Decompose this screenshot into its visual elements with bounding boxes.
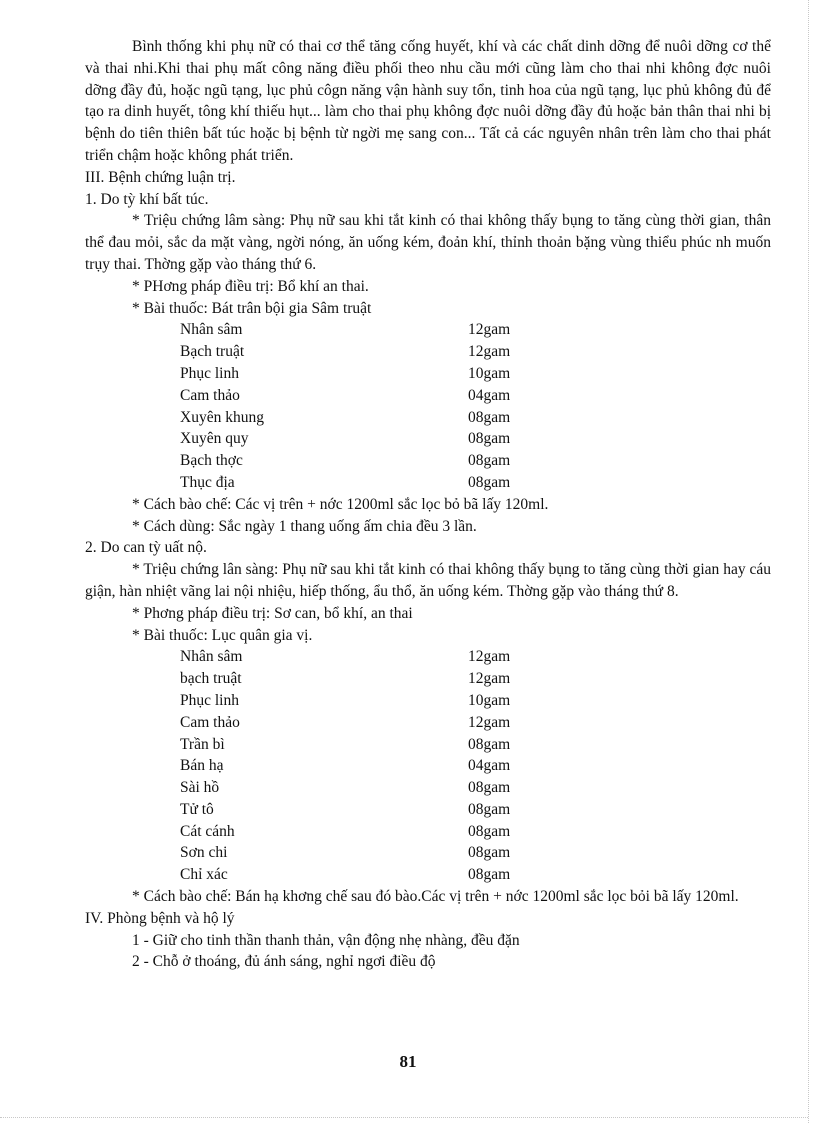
ingredient-name: Phục linh xyxy=(180,691,239,709)
ingredient-row xyxy=(85,450,771,472)
ingredient-row xyxy=(85,821,771,843)
section-4-heading: IV. Phòng bệnh và hộ lý xyxy=(85,909,235,927)
ingredient-dose: 12gam xyxy=(468,321,511,339)
ingredient-dose: 04gam xyxy=(468,757,511,775)
ingredient-row xyxy=(85,646,771,668)
case-1-usage: * Cách dùng: Sắc ngày 1 thang uống ấm chia đều 3 lần. xyxy=(132,517,477,535)
ingredient-dose: 12gam xyxy=(468,648,511,666)
ingredient-name: Xuyên quy xyxy=(180,430,249,448)
ingredient-name: Bạch thợc xyxy=(180,452,243,470)
page-edge-bottom xyxy=(0,1117,808,1118)
case-2-ingredient-list xyxy=(85,646,771,886)
ingredient-dose: 12gam xyxy=(468,670,511,688)
ingredient-row xyxy=(85,668,771,690)
ingredient-name: Trần bì xyxy=(180,735,225,753)
ingredient-name: Bạch truật xyxy=(180,343,245,361)
ingredient-dose: 08gam xyxy=(468,779,511,797)
ingredient-name: Sài hồ xyxy=(180,779,220,797)
ingredient-dose: 08gam xyxy=(468,866,511,884)
section-3-heading: III. Bệnh chứng luận trị. xyxy=(85,168,236,186)
ingredient-name: bạch truật xyxy=(180,670,242,688)
ingredient-dose: 08gam xyxy=(468,452,511,470)
case-1-preparation: * Cách bào chế: Các vị trên + nớc 1200ml sắc lọc bỏ bã lấy 120ml. xyxy=(132,495,549,513)
ingredient-dose: 08gam xyxy=(468,408,511,426)
ingredient-dose: 12gam xyxy=(468,343,511,361)
case-1-symptoms: * Triệu chứng lâm sàng: Phụ nữ sau khi tắt kinh có thai không thấy bụng to tăng cùng thời gian, thân thể đau mỏi, sắc da mặt vàng, ngời nóng, ăn uống kém, đoản khí, thỉnh thoản bặng vùng thiểu phúc nh muốn trụy thai. Thờng gặp vào tháng thứ 6. xyxy=(85,212,771,273)
prevention-item-1: 1 - Giữ cho tinh thần thanh thản, vận động nhẹ nhàng, đều đặn xyxy=(132,931,520,949)
prevention-item-2: 2 - Chỗ ở thoáng, đủ ánh sáng, nghỉ ngơi điều độ xyxy=(132,953,436,971)
ingredient-dose: 04gam xyxy=(468,386,511,404)
ingredient-dose: 08gam xyxy=(468,800,511,818)
ingredient-row xyxy=(85,341,771,363)
case-2-treatment-method: * Phơng pháp điều trị: Sơ can, bổ khí, an thai xyxy=(132,604,413,622)
ingredient-name: Thục địa xyxy=(180,473,235,491)
ingredient-dose: 08gam xyxy=(468,473,511,491)
ingredient-dose: 08gam xyxy=(468,844,511,862)
case-2-symptoms: * Triệu chứng lân sàng: Phụ nữ sau khi tắt kinh có thai không thấy bụng to tăng cùng thời gian hay cáu giận, hàn nhiệt vãng lai nội nhiệu, hiếp thống, ẩu thổ, ăn uống kém. Thờng gặp vào tháng thứ 8. xyxy=(85,561,771,600)
ingredient-name: Sơn chi xyxy=(180,844,228,862)
ingredient-name: Cam thảo xyxy=(180,386,240,404)
ingredient-row xyxy=(85,864,771,886)
ingredient-row xyxy=(85,799,771,821)
ingredient-name: Nhân sâm xyxy=(180,321,243,339)
page-edge-right xyxy=(808,0,809,1123)
ingredient-row xyxy=(85,690,771,712)
ingredient-name: Cam thảo xyxy=(180,713,240,731)
ingredient-row xyxy=(85,777,771,799)
ingredient-name: Chỉ xác xyxy=(180,866,228,884)
ingredient-row xyxy=(85,734,771,756)
ingredient-row xyxy=(85,712,771,734)
ingredient-name: Xuyên khung xyxy=(180,408,264,426)
ingredient-dose: 08gam xyxy=(468,430,511,448)
page-number: 81 xyxy=(399,1052,417,1071)
ingredient-name: Bán hạ xyxy=(180,757,224,775)
ingredient-name: Nhân sâm xyxy=(180,648,243,666)
ingredient-row xyxy=(85,319,771,341)
case-1-remedy: * Bài thuốc: Bát trân bội gia Sâm truật xyxy=(132,299,372,317)
ingredient-name: Phục linh xyxy=(180,364,239,382)
case-1-ingredient-list xyxy=(85,319,771,493)
ingredient-dose: 08gam xyxy=(468,735,511,753)
ingredient-dose: 10gam xyxy=(468,691,511,709)
ingredient-row xyxy=(85,472,771,494)
ingredient-name: Tử tô xyxy=(180,800,214,818)
ingredient-row xyxy=(85,755,771,777)
case-1-heading: 1. Do tỳ khí bất túc. xyxy=(85,190,209,208)
ingredient-dose: 12gam xyxy=(468,713,511,731)
case-2-preparation: * Cách bào chế: Bán hạ khơng chế sau đó bào.Các vị trên + nớc 1200ml sắc lọc bỏi bã lấy 120ml. xyxy=(132,888,739,906)
ingredient-row xyxy=(85,385,771,407)
ingredient-row xyxy=(85,428,771,450)
ingredient-row xyxy=(85,842,771,864)
case-1-treatment-method: * PHơng pháp điều trị: Bổ khí an thai. xyxy=(132,277,369,295)
ingredient-row xyxy=(85,407,771,429)
intro-paragraph: Bình thống khi phụ nữ có thai cơ thể tăng cống huyết, khí và các chất dinh dỡng để nuôi dỡng cơ thể và thai nhi.Khi thai phụ mất công năng điều phối theo nhu cầu mới cũng làm cho thai nhi không đợc nuôi dỡng đầy đủ, hoặc ngũ tạng, lục phủ côgn năng vận hành suy tổn, tinh hoa của ngũ tạng, lục phủ không đủ để tạo ra dinh huyết, tông khí thiếu hụt... làm cho thai phụ không đợc nuôi dỡng đầy đủ hoặc bản thân thai nhi bị bệnh do tiên thiên bất túc hoặc bị bệnh từ ngời mẹ sang con... Tất cả các nguyên nhân trên làm cho thai phát triển chậm hoặc không phát triển. xyxy=(85,38,771,164)
ingredient-dose: 10gam xyxy=(468,364,511,382)
case-2-remedy: * Bài thuốc: Lục quân gia vị. xyxy=(132,626,313,644)
ingredient-row xyxy=(85,363,771,385)
document-page xyxy=(85,36,771,973)
case-2-heading: 2. Do can tỳ uất nộ. xyxy=(85,539,207,557)
ingredient-dose: 08gam xyxy=(468,822,511,840)
ingredient-name: Cát cánh xyxy=(180,822,235,840)
